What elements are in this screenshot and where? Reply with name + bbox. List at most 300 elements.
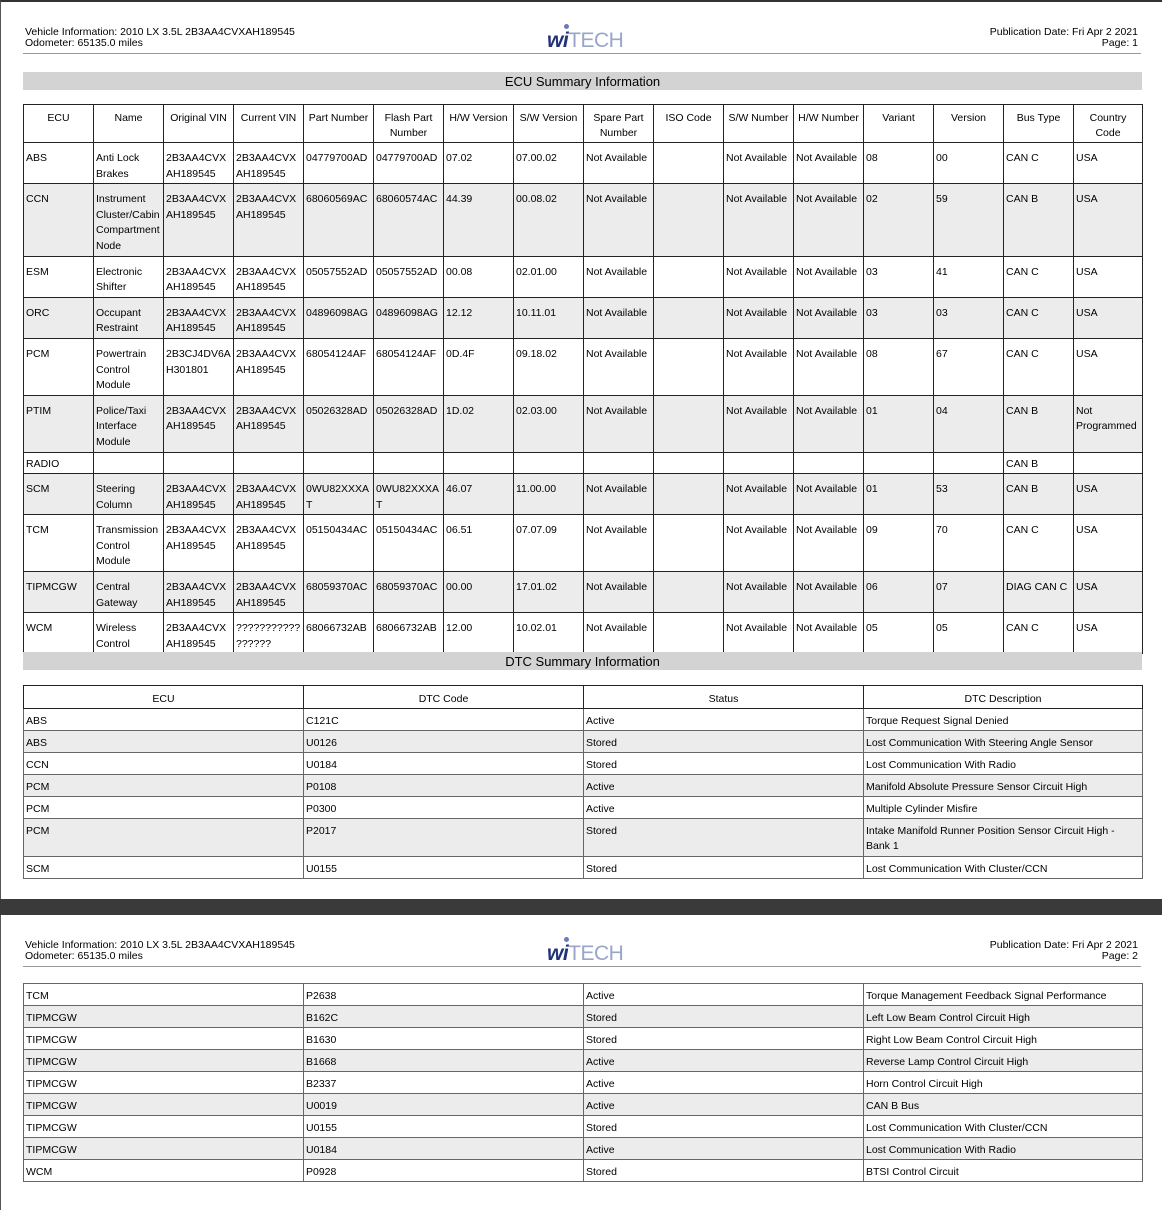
ecu-cell: CAN C (1004, 338, 1074, 395)
dtc-cell: Torque Management Feedback Signal Performance (864, 984, 1143, 1006)
dtc-cell: Manifold Absolute Pressure Sensor Circuit High (864, 775, 1143, 797)
ecu-cell: Not Available (794, 184, 864, 256)
header-divider (23, 53, 1141, 54)
ecu-cell: 00.08 (444, 256, 514, 297)
ecu-cell: 10.02.01 (514, 613, 584, 654)
dtc-cell: ABS (24, 731, 304, 753)
ecu-cell: Anti Lock Brakes (94, 143, 164, 184)
ecu-cell: 05026328AD (374, 395, 444, 452)
dtc-row (24, 984, 1143, 1006)
dtc-row (24, 1160, 1143, 1182)
ecu-col-header: Part Number (304, 105, 374, 143)
ecu-cell: 04 (934, 395, 1004, 452)
ecu-summary-title: ECU Summary Information (23, 72, 1142, 90)
ecu-row (24, 613, 1143, 654)
ecu-cell: 68054124AF (374, 338, 444, 395)
logo-dot-icon (564, 24, 569, 29)
ecu-cell: 05026328AD (304, 395, 374, 452)
ecu-cell: 46.07 (444, 474, 514, 515)
dtc-cell: TIPMCGW (24, 1116, 304, 1138)
ecu-cell: Not Available (794, 338, 864, 395)
dtc-cell: ABS (24, 709, 304, 731)
ecu-cell: Wireless Control (94, 613, 164, 654)
dtc-row (24, 1116, 1143, 1138)
ecu-cell: 2B3CJ4DV6A H301801 (164, 338, 234, 395)
ecu-cell: 01 (864, 474, 934, 515)
ecu-col-header: Flash Part Number (374, 105, 444, 143)
ecu-col-header: Bus Type (1004, 105, 1074, 143)
dtc-cell: U0184 (304, 1138, 584, 1160)
dtc-cell: Stored (584, 819, 864, 857)
ecu-cell: Not Available (794, 474, 864, 515)
ecu-cell: 05057552AD (374, 256, 444, 297)
dtc-col-header: ECU (24, 686, 304, 709)
ecu-cell: USA (1074, 184, 1143, 256)
vehicle-info: Vehicle Information: 2010 LX 3.5L 2B3AA4CVXAH189545 (25, 939, 295, 951)
ecu-cell: 2B3AA4CVX AH189545 (234, 256, 304, 297)
ecu-cell: WCM (24, 613, 94, 654)
ecu-cell: USA (1074, 338, 1143, 395)
dtc-cell: Active (584, 1050, 864, 1072)
ecu-cell: USA (1074, 297, 1143, 338)
ecu-cell: Not Programmed (1074, 395, 1143, 452)
publication-block-2 (990, 940, 1138, 961)
ecu-row (24, 143, 1143, 184)
ecu-cell: Not Available (724, 256, 794, 297)
dtc-cell: Stored (584, 1160, 864, 1182)
dtc-cell: Stored (584, 753, 864, 775)
ecu-cell: USA (1074, 474, 1143, 515)
dtc-row (24, 1072, 1143, 1094)
ecu-col-header: S/W Version (514, 105, 584, 143)
ecu-table-header (24, 105, 1143, 143)
ecu-cell: 07.07.09 (514, 515, 584, 572)
ecu-cell: Not Available (584, 256, 654, 297)
ecu-cell (654, 474, 724, 515)
ecu-cell: PCM (24, 338, 94, 395)
ecu-cell: 12.00 (444, 613, 514, 654)
dtc-cell: CCN (24, 753, 304, 775)
ecu-cell (654, 143, 724, 184)
ecu-cell (654, 338, 724, 395)
ecu-cell: 59 (934, 184, 1004, 256)
ecu-cell: 2B3AA4CVX AH189545 (234, 572, 304, 613)
ecu-cell: 68059370AC (374, 572, 444, 613)
ecu-cell: Police/Taxi Interface Module (94, 395, 164, 452)
ecu-cell: 41 (934, 256, 1004, 297)
ecu-cell: 00.00 (444, 572, 514, 613)
ecu-cell (654, 572, 724, 613)
dtc-cell: B2337 (304, 1072, 584, 1094)
ecu-cell (794, 452, 864, 474)
ecu-cell: 0WU82XXXA T (304, 474, 374, 515)
ecu-row (24, 338, 1143, 395)
dtc-cell: P0928 (304, 1160, 584, 1182)
ecu-col-header: H/W Number (794, 105, 864, 143)
ecu-cell: Not Available (724, 184, 794, 256)
dtc-cell: PCM (24, 797, 304, 819)
dtc-cell: Torque Request Signal Denied (864, 709, 1143, 731)
dtc-cell: Lost Communication With Steering Angle Sensor (864, 731, 1143, 753)
dtc-cell: Stored (584, 1028, 864, 1050)
ecu-cell: 03 (864, 297, 934, 338)
ecu-cell: 00 (934, 143, 1004, 184)
ecu-cell: CAN C (1004, 613, 1074, 654)
ecu-row (24, 256, 1143, 297)
ecu-cell: CAN C (1004, 256, 1074, 297)
ecu-cell: Electronic Shifter (94, 256, 164, 297)
ecu-cell (934, 452, 1004, 474)
ecu-cell: 09.18.02 (514, 338, 584, 395)
ecu-cell (654, 395, 724, 452)
ecu-cell: Powertrain Control Module (94, 338, 164, 395)
dtc-cell: Intake Manifold Runner Position Sensor Circuit High - Bank 1 (864, 819, 1143, 857)
ecu-cell: Not Available (794, 256, 864, 297)
ecu-cell (654, 256, 724, 297)
ecu-col-header: H/W Version (444, 105, 514, 143)
dtc-cell: Reverse Lamp Control Circuit High (864, 1050, 1143, 1072)
ecu-cell: TIPMCGW (24, 572, 94, 613)
ecu-cell (514, 452, 584, 474)
ecu-cell: Not Available (724, 515, 794, 572)
dtc-cell: Lost Communication With Radio (864, 753, 1143, 775)
ecu-cell: 03 (864, 256, 934, 297)
ecu-cell (654, 452, 724, 474)
ecu-cell: 2B3AA4CVX AH189545 (234, 297, 304, 338)
odometer: Odometer: 65135.0 miles (25, 36, 143, 49)
ecu-cell (94, 452, 164, 474)
dtc-row (24, 797, 1143, 819)
ecu-cell: Not Available (794, 143, 864, 184)
ecu-cell: Not Available (584, 297, 654, 338)
ecu-cell: 08 (864, 338, 934, 395)
publication-block (990, 27, 1138, 48)
dtc-row (24, 857, 1143, 879)
dtc-cell: TIPMCGW (24, 1050, 304, 1072)
dtc-cell: Stored (584, 1006, 864, 1028)
ecu-row (24, 515, 1143, 572)
ecu-cell: 2B3AA4CVX AH189545 (234, 395, 304, 452)
ecu-cell: CAN B (1004, 452, 1074, 474)
ecu-col-header: S/W Number (724, 105, 794, 143)
ecu-row (24, 572, 1143, 613)
ecu-cell (654, 515, 724, 572)
ecu-cell: 05150434AC (374, 515, 444, 572)
dtc-cell: CAN B Bus (864, 1094, 1143, 1116)
ecu-cell: 06 (864, 572, 934, 613)
ecu-cell: DIAG CAN C (1004, 572, 1074, 613)
dtc-cell: Stored (584, 857, 864, 879)
report-page-2 (0, 915, 1162, 1210)
ecu-cell: 68060574AC (374, 184, 444, 256)
vehicle-info: Vehicle Information: 2010 LX 3.5L 2B3AA4CVXAH189545 (25, 26, 295, 38)
ecu-cell: Not Available (584, 515, 654, 572)
dtc-cell: P0300 (304, 797, 584, 819)
ecu-col-header: Name (94, 105, 164, 143)
dtc-cell: Active (584, 1138, 864, 1160)
ecu-cell: 07.00.02 (514, 143, 584, 184)
ecu-cell (304, 452, 374, 474)
ecu-cell: 07 (934, 572, 1004, 613)
ecu-cell: Not Available (584, 143, 654, 184)
dtc-cell: U0155 (304, 857, 584, 879)
dtc-cell: C121C (304, 709, 584, 731)
ecu-cell: SCM (24, 474, 94, 515)
ecu-cell: Not Available (724, 395, 794, 452)
ecu-cell: 68054124AF (304, 338, 374, 395)
ecu-cell: 0D.4F (444, 338, 514, 395)
dtc-summary-title: DTC Summary Information (23, 652, 1142, 670)
ecu-cell: Not Available (724, 338, 794, 395)
dtc-row (24, 775, 1143, 797)
dtc-cell: Lost Communication With Cluster/CCN (864, 1116, 1143, 1138)
ecu-cell: 05 (864, 613, 934, 654)
ecu-cell: 68059370AC (304, 572, 374, 613)
ecu-cell: USA (1074, 515, 1143, 572)
ecu-cell: 04779700AD (374, 143, 444, 184)
page-number: Page: 1 (1101, 36, 1138, 49)
vehicle-info-block (25, 27, 295, 48)
ecu-cell: 53 (934, 474, 1004, 515)
ecu-cell: Occupant Restraint (94, 297, 164, 338)
ecu-cell: ESM (24, 256, 94, 297)
dtc-table-header (24, 686, 1143, 709)
ecu-cell: USA (1074, 613, 1143, 654)
ecu-cell (724, 452, 794, 474)
ecu-cell: 2B3AA4CVX AH189545 (234, 184, 304, 256)
ecu-cell: 2B3AA4CVX AH189545 (164, 474, 234, 515)
dtc-row (24, 1050, 1143, 1072)
ecu-cell: CAN C (1004, 297, 1074, 338)
ecu-cell (654, 613, 724, 654)
ecu-cell: Not Available (794, 613, 864, 654)
ecu-cell: 68060569AC (304, 184, 374, 256)
ecu-cell: CAN C (1004, 515, 1074, 572)
ecu-cell: 2B3AA4CVX AH189545 (164, 143, 234, 184)
ecu-cell: 04779700AD (304, 143, 374, 184)
dtc-cell: Horn Control Circuit High (864, 1072, 1143, 1094)
dtc-cell: U0019 (304, 1094, 584, 1116)
ecu-col-header: ECU (24, 105, 94, 143)
dtc-cell: P0108 (304, 775, 584, 797)
ecu-cell: Not Available (584, 613, 654, 654)
ecu-cell: PTIM (24, 395, 94, 452)
ecu-cell: CAN B (1004, 184, 1074, 256)
ecu-col-header: Country Code (1074, 105, 1143, 143)
dtc-cell: Stored (584, 1116, 864, 1138)
ecu-cell: Central Gateway (94, 572, 164, 613)
ecu-cell: Not Available (584, 184, 654, 256)
ecu-cell: 0WU82XXXA T (374, 474, 444, 515)
dtc-cell: TCM (24, 984, 304, 1006)
ecu-cell (444, 452, 514, 474)
dtc-row (24, 819, 1143, 857)
ecu-cell: 02 (864, 184, 934, 256)
witech-logo: wiTECH (547, 29, 623, 53)
publication-date: Publication Date: Fri Apr 2 2021 (989, 26, 1138, 38)
ecu-cell: 12.12 (444, 297, 514, 338)
ecu-cell: 68066732AB (304, 613, 374, 654)
ecu-cell: 67 (934, 338, 1004, 395)
ecu-cell: 00.08.02 (514, 184, 584, 256)
ecu-cell: Not Available (794, 395, 864, 452)
ecu-cell: 2B3AA4CVX AH189545 (234, 338, 304, 395)
dtc-row (24, 731, 1143, 753)
dtc-cell: Multiple Cylinder Misfire (864, 797, 1143, 819)
ecu-cell (654, 184, 724, 256)
dtc-cell: Lost Communication With Cluster/CCN (864, 857, 1143, 879)
ecu-cell (654, 297, 724, 338)
ecu-cell: Instrument Cluster/Cabin Compartment Node (94, 184, 164, 256)
ecu-cell: CAN B (1004, 395, 1074, 452)
ecu-row (24, 474, 1143, 515)
ecu-cell: ??????????? ?????? (234, 613, 304, 654)
dtc-cell: U0155 (304, 1116, 584, 1138)
ecu-cell: ORC (24, 297, 94, 338)
ecu-cell: 2B3AA4CVX AH189545 (164, 613, 234, 654)
ecu-cell: Not Available (584, 338, 654, 395)
dtc-cell: BTSI Control Circuit (864, 1160, 1143, 1182)
ecu-cell: 04896098AG (304, 297, 374, 338)
ecu-cell: Not Available (584, 395, 654, 452)
ecu-row (24, 452, 1143, 474)
ecu-cell: Transmission Control Module (94, 515, 164, 572)
ecu-cell: 05057552AD (304, 256, 374, 297)
ecu-cell: CCN (24, 184, 94, 256)
ecu-row (24, 184, 1143, 256)
dtc-col-header: DTC Description (864, 686, 1143, 709)
ecu-col-header: Version (934, 105, 1004, 143)
dtc-cell: P2638 (304, 984, 584, 1006)
page-separator (0, 899, 1162, 915)
ecu-cell (164, 452, 234, 474)
dtc-cell: U0184 (304, 753, 584, 775)
dtc-row (24, 1094, 1143, 1116)
ecu-cell: 02.01.00 (514, 256, 584, 297)
ecu-cell: Not Available (584, 474, 654, 515)
ecu-cell: 04896098AG (374, 297, 444, 338)
dtc-cell: PCM (24, 819, 304, 857)
page-number: Page: 2 (1101, 949, 1138, 962)
dtc-cell: Active (584, 1094, 864, 1116)
ecu-cell: 08 (864, 143, 934, 184)
dtc-row (24, 709, 1143, 731)
ecu-cell: 68066732AB (374, 613, 444, 654)
publication-date: Publication Date: Fri Apr 2 2021 (989, 939, 1138, 951)
ecu-col-header: Current VIN (234, 105, 304, 143)
dtc-row (24, 753, 1143, 775)
ecu-col-header: Spare Part Number (584, 105, 654, 143)
ecu-col-header: ISO Code (654, 105, 724, 143)
dtc-cell: Left Low Beam Control Circuit High (864, 1006, 1143, 1028)
ecu-cell: 17.01.02 (514, 572, 584, 613)
logo-dot-icon (564, 937, 569, 942)
dtc-row (24, 1138, 1143, 1160)
ecu-col-header: Variant (864, 105, 934, 143)
dtc-cell: Active (584, 984, 864, 1006)
ecu-cell: Not Available (584, 572, 654, 613)
dtc-cell: TIPMCGW (24, 1028, 304, 1050)
ecu-cell: Not Available (724, 297, 794, 338)
ecu-cell: USA (1074, 572, 1143, 613)
dtc-summary-table-continued (23, 983, 1143, 1182)
ecu-cell: 05150434AC (304, 515, 374, 572)
dtc-col-header: DTC Code (304, 686, 584, 709)
dtc-cell: TIPMCGW (24, 1006, 304, 1028)
ecu-cell: 1D.02 (444, 395, 514, 452)
ecu-cell (234, 452, 304, 474)
dtc-cell: B1630 (304, 1028, 584, 1050)
ecu-cell: 2B3AA4CVX AH189545 (234, 474, 304, 515)
ecu-cell: RADIO (24, 452, 94, 474)
ecu-cell: 2B3AA4CVX AH189545 (234, 515, 304, 572)
ecu-cell: ABS (24, 143, 94, 184)
dtc-cell: SCM (24, 857, 304, 879)
ecu-cell: 01 (864, 395, 934, 452)
dtc-cell: Active (584, 797, 864, 819)
ecu-cell: Steering Column (94, 474, 164, 515)
ecu-cell: 02.03.00 (514, 395, 584, 452)
dtc-cell: P2017 (304, 819, 584, 857)
ecu-cell (1074, 452, 1143, 474)
dtc-cell: Active (584, 775, 864, 797)
ecu-cell: CAN B (1004, 474, 1074, 515)
dtc-cell: PCM (24, 775, 304, 797)
ecu-cell (584, 452, 654, 474)
ecu-cell: Not Available (794, 572, 864, 613)
dtc-cell: TIPMCGW (24, 1072, 304, 1094)
dtc-row (24, 1028, 1143, 1050)
dtc-cell: Stored (584, 731, 864, 753)
ecu-cell: 05 (934, 613, 1004, 654)
ecu-cell: USA (1074, 256, 1143, 297)
dtc-cell: TIPMCGW (24, 1138, 304, 1160)
dtc-col-header: Status (584, 686, 864, 709)
dtc-cell: Lost Communication With Radio (864, 1138, 1143, 1160)
dtc-row (24, 1006, 1143, 1028)
ecu-cell: 2B3AA4CVX AH189545 (164, 297, 234, 338)
ecu-cell: 03 (934, 297, 1004, 338)
witech-logo-2: wiTECH (547, 942, 623, 966)
dtc-cell: U0126 (304, 731, 584, 753)
dtc-cell: WCM (24, 1160, 304, 1182)
ecu-cell: 44.39 (444, 184, 514, 256)
ecu-cell: 10.11.01 (514, 297, 584, 338)
ecu-cell (864, 452, 934, 474)
ecu-cell: 2B3AA4CVX AH189545 (164, 184, 234, 256)
ecu-col-header: Original VIN (164, 105, 234, 143)
ecu-cell: 07.02 (444, 143, 514, 184)
ecu-cell: Not Available (724, 474, 794, 515)
ecu-cell: Not Available (724, 613, 794, 654)
ecu-cell: Not Available (724, 572, 794, 613)
ecu-cell: 2B3AA4CVX AH189545 (164, 515, 234, 572)
ecu-summary-table (23, 104, 1143, 654)
ecu-cell: Not Available (794, 515, 864, 572)
ecu-row (24, 395, 1143, 452)
dtc-cell: Active (584, 709, 864, 731)
dtc-cell: Right Low Beam Control Circuit High (864, 1028, 1143, 1050)
ecu-cell (374, 452, 444, 474)
dtc-cell: B1668 (304, 1050, 584, 1072)
ecu-cell: CAN C (1004, 143, 1074, 184)
ecu-cell: 06.51 (444, 515, 514, 572)
ecu-cell: 11.00.00 (514, 474, 584, 515)
ecu-cell: USA (1074, 143, 1143, 184)
header-divider-2 (23, 966, 1141, 967)
dtc-summary-table (23, 685, 1143, 879)
ecu-cell: 2B3AA4CVX AH189545 (234, 143, 304, 184)
